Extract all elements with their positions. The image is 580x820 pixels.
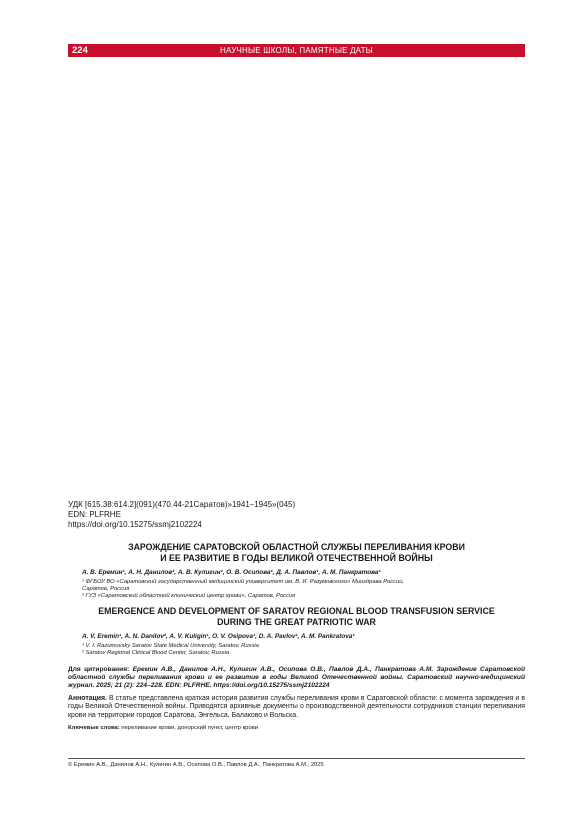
authors-en: A. V. Eremin¹, A. N. Danilov², A. V. Kuligin¹, O. V. Osipova¹, D. A. Pavlov¹, A. M. Pankratova¹ <box>82 633 355 641</box>
keywords <box>68 725 525 732</box>
citation <box>68 666 525 690</box>
abstract <box>68 695 525 720</box>
udc-code: УДК [615.38:614.2](091)(470.44-21Саратов)»1941–1945»(045) <box>68 500 296 509</box>
abstract-text: В статье представлена краткая история развития службы переливания крови в Саратовской области: с момента зарождения и в годы Великой Отечественной войны. Приводятся архивные документы о производственной деятельности сотрудников станции переливания крови на территории городов Саратова, Энгельса, Балаково и Вольска. <box>68 694 525 719</box>
page-number: 224 <box>72 45 88 56</box>
affiliations-en <box>68 643 525 657</box>
affiliation-ru-1: ¹ ФГБОУ ВО «Саратовский государственный медицинский университет им. В. И. Разумовского» Минздрава России, <box>82 579 405 585</box>
citation-text: Еремин А.В., Данилов А.Н., Кулигин А.В., Осипова О.В., Павлов Д.А., Панкратова А.М. Зарождение Саратовской областной службы переливания крови и ее развитие в годы Великой Отечественной войны. Саратовский научно-медицинский журнал. 2025; 21 (2): 224–228. EDN: PLFRHE. https://doi.org/10.15275/ssmj2102224 <box>68 665 525 689</box>
affiliation-en-2: ² Saratov Regional Clinical Blood Center, Saratov, Russia <box>82 650 230 657</box>
edn-code: EDN: PLFRHE <box>68 510 121 519</box>
affiliation-en-1: ¹ V. I. Razumovsky Saratov State Medical University, Saratov, Russia <box>82 643 259 650</box>
article-title-ru <box>68 542 525 564</box>
article-front-matter <box>68 500 525 732</box>
article-title-en <box>68 606 525 628</box>
title-ru-line-1: ЗАРОЖДЕНИЕ САРАТОВСКОЙ ОБЛАСТНОЙ СЛУЖБЫ ПЕРЕЛИВАНИЯ КРОВИ <box>128 542 465 552</box>
affiliations-ru <box>68 579 525 599</box>
affiliation-ru-1-cont: Саратов, Россия <box>82 585 130 592</box>
keywords-text: переливание крови, донорский пункт, центр крови <box>121 724 259 731</box>
title-en-line-1: EMERGENCE AND DEVELOPMENT OF SARATOV REGIONAL BLOOD TRANSFUSION SERVICE <box>98 606 495 617</box>
title-ru-line-2: И ЕЕ РАЗВИТИЕ В ГОДЫ ВЕЛИКОЙ ОТЕЧЕСТВЕННОЙ ВОЙНЫ <box>160 553 433 563</box>
abstract-label: Аннотация. <box>68 694 107 702</box>
section-title: НАУЧНЫЕ ШКОЛЫ, ПАМЯТНЫЕ ДАТЫ <box>220 46 373 55</box>
affiliation-ru-2: ² ГУЗ «Саратовский областной клинический центр крови», Саратов, Россия <box>82 592 296 599</box>
authors-ru: А. В. Еремин¹, А. Н. Данилов², А. В. Кулигин¹, О. В. Осипова¹, Д. А. Павлов¹, А. М. Панкратова¹ <box>82 569 381 576</box>
title-en-line-2: DURING THE GREAT PATRIOTIC WAR <box>217 617 376 628</box>
doi-link[interactable]: https://doi.org/10.15275/ssmj2102224 <box>68 520 202 529</box>
copyright-footer: © Еремин А.В., Данилов А.Н., Кулигин А.В., Осипова О.В., Павлов Д.А., Панкратова А.М., 2025 <box>68 762 324 768</box>
citation-label: Для цитирования: <box>68 665 130 673</box>
keywords-label: Ключевые слова: <box>68 724 120 731</box>
footer-divider <box>68 758 525 759</box>
running-header <box>68 44 525 57</box>
